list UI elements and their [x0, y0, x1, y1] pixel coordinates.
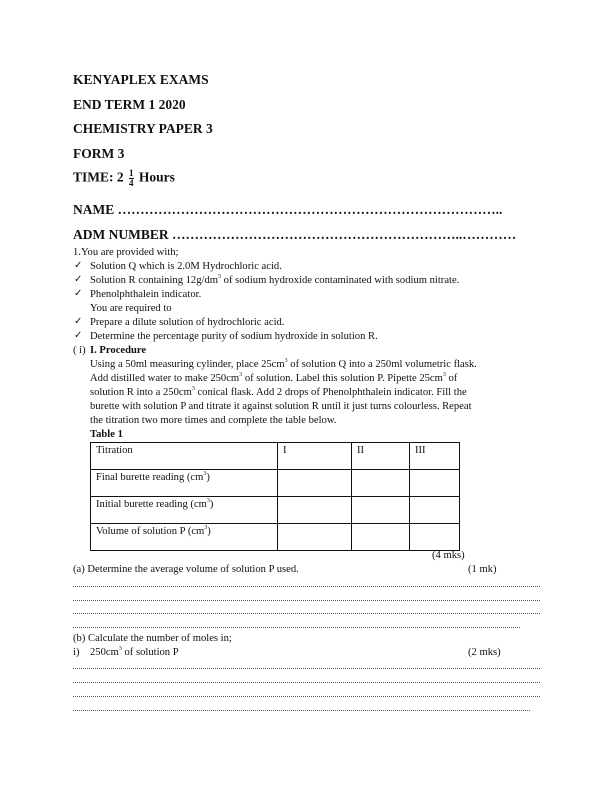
procedure-line: burette with solution P and titrate it against solution R until it just turns colourless. Repeat	[90, 401, 472, 412]
paper-title: CHEMISTRY PAPER 3	[73, 121, 213, 136]
question-a-marks: (1 mk)	[468, 564, 497, 575]
required-intro: You are required to	[90, 303, 172, 314]
answer-line[interactable]	[73, 613, 540, 614]
required-item: Prepare a dilute solution of hydrochloric acid.	[90, 317, 285, 328]
question-a: (a) Determine the average volume of solution P used.	[73, 564, 299, 575]
time-fraction: $\frac{1}{4}$	[129, 168, 134, 188]
answer-cell[interactable]	[352, 524, 410, 551]
answer-cell[interactable]	[278, 470, 352, 497]
provided-item: Phenolphthalein indicator.	[90, 289, 202, 300]
provided-item: Solution R containing $12g/dm^3$ of sodium hydroxide contaminated with sodium nitrate.	[90, 274, 460, 286]
form-title: FORM 3	[73, 146, 125, 161]
procedure-line: solution R into a $250cm^3$ conical flask. Add 2 drops of Phenolphthalein indicator. Fill the	[90, 386, 467, 398]
answer-cell[interactable]	[352, 497, 410, 524]
table-row	[91, 524, 460, 551]
checkmark-icon: ✓	[74, 274, 83, 285]
school-title: KENYAPLEX EXAMS	[73, 72, 209, 87]
procedure-line: Using a 50ml measuring cylinder, place $25cm^3$ of solution Q into a 250ml volumetric flask.	[90, 358, 477, 370]
header-cell: II	[352, 443, 410, 470]
titration-table	[90, 442, 460, 551]
answer-line[interactable]	[73, 586, 540, 587]
answer-cell[interactable]	[410, 497, 460, 524]
checkmark-icon: ✓	[74, 260, 83, 271]
answer-cell[interactable]	[278, 524, 352, 551]
table-header-row	[91, 443, 460, 470]
answer-line[interactable]	[73, 682, 540, 683]
answer-line[interactable]	[73, 627, 520, 628]
answer-cell[interactable]	[278, 497, 352, 524]
question-b: (b) Calculate the number of moles in;	[73, 633, 232, 644]
answer-cell[interactable]	[410, 524, 460, 551]
procedure-line: Add distilled water to make $250cm^3$ of solution. Label this solution P. Pipette $25cm^3$ of	[90, 372, 458, 384]
question-bi-marks: (2 mks)	[468, 647, 501, 658]
answer-line[interactable]	[73, 710, 530, 711]
header-cell: I	[278, 443, 352, 470]
procedure-title: I. Procedure	[90, 345, 147, 356]
adm-number-field[interactable]: ADM NUMBER ………………………………………………………..…………	[73, 227, 517, 242]
answer-line[interactable]	[73, 696, 540, 697]
time-line: TIME: 2 $\frac{1}{4}$ Hours	[73, 168, 175, 188]
checkmark-icon: ✓	[74, 288, 83, 299]
provided-item: Solution Q which is 2.0M Hydrochloric acid.	[90, 261, 282, 272]
row-label: Initial burette reading $(cm^3)$	[91, 497, 278, 524]
answer-line[interactable]	[73, 600, 540, 601]
row-label: Volume of solution P $(cm^3)$	[91, 524, 278, 551]
table-row	[91, 470, 460, 497]
intro-text: 1.You are provided with;	[73, 247, 179, 258]
table-marks: (4 mks)	[432, 550, 465, 561]
question-bi-label: i)	[73, 647, 80, 658]
answer-cell[interactable]	[352, 470, 410, 497]
checkmark-icon: ✓	[74, 316, 83, 327]
term-title: END TERM 1 2020	[73, 97, 186, 112]
name-field[interactable]: NAME …………………………………………………………………………..	[73, 202, 503, 217]
table-row	[91, 497, 460, 524]
table-title: Table 1	[90, 429, 123, 440]
row-label: Final burette reading $(cm^3)$	[91, 470, 278, 497]
answer-line[interactable]	[73, 668, 540, 669]
header-cell: III	[410, 443, 460, 470]
part-label: ( i)	[73, 345, 86, 356]
procedure-line: the titration two more times and complete the table below.	[90, 415, 337, 426]
required-item: Determine the percentage purity of sodium hydroxide in solution R.	[90, 331, 378, 342]
answer-cell[interactable]	[410, 470, 460, 497]
question-bi: $250cm^3$ of solution P	[90, 646, 179, 658]
checkmark-icon: ✓	[74, 330, 83, 341]
header-cell: Titration	[91, 443, 278, 470]
